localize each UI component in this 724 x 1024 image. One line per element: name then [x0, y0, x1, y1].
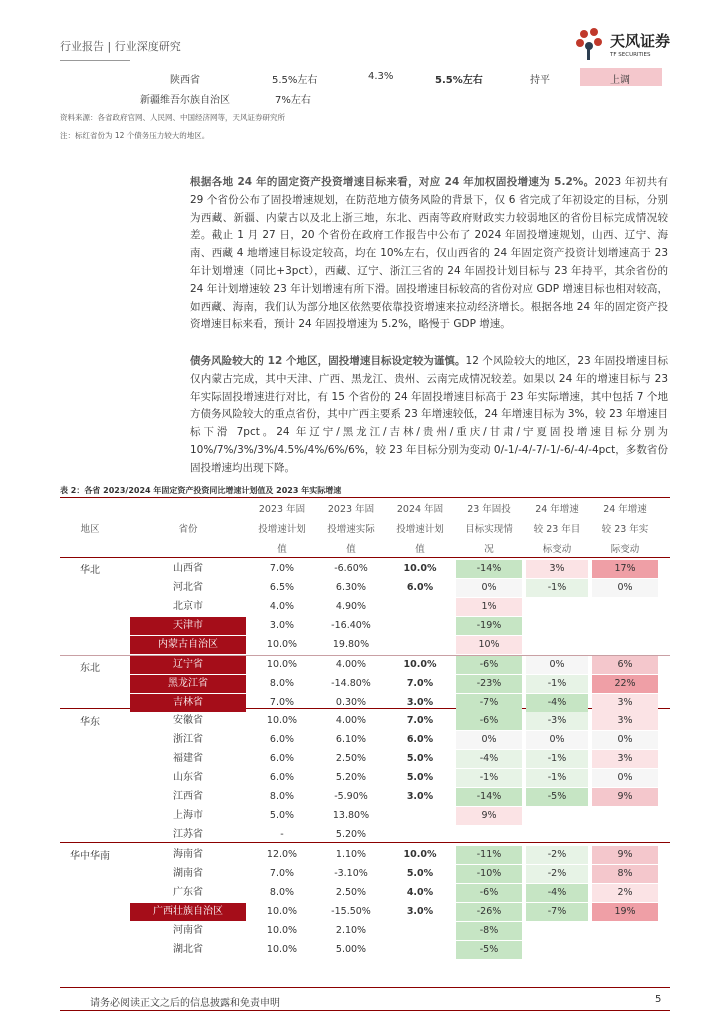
plan23-cell: 10.0%: [266, 925, 298, 936]
vs-actual-cell: 9%: [592, 846, 658, 864]
value: 4.3%: [368, 71, 394, 82]
actual23-cell: 2.10%: [335, 925, 367, 936]
plan24-cell: [388, 617, 452, 635]
header-line: 投增速计划: [396, 524, 444, 535]
plan24-cell: 5.0%: [406, 772, 434, 783]
actual23-cell: 13.80%: [332, 810, 370, 821]
vs-actual-cell: 8%: [592, 865, 658, 883]
vs-actual-cell: 3%: [592, 694, 658, 712]
header-vs-target: [526, 500, 588, 560]
province-cell: 天津市: [130, 617, 246, 635]
vs-actual-cell: [592, 826, 658, 844]
report-header: 行业报告 | 行业深度研究: [60, 40, 181, 53]
logo-en: TF SECURITIES: [610, 52, 651, 58]
achieve-cell: -26%: [456, 903, 522, 921]
plan23-cell: 6.0%: [269, 734, 295, 745]
header-region: 地区: [80, 524, 100, 535]
province-cell: 上海市: [173, 810, 203, 821]
actual23-cell: 6.30%: [335, 582, 367, 593]
header-line: 较 23 年目: [533, 524, 581, 535]
province-cell: 北京市: [173, 601, 203, 612]
achieve-cell: 0%: [456, 731, 522, 749]
vs-target-cell: 3%: [526, 560, 588, 578]
province: 新疆维吾尔族自治区: [140, 95, 230, 106]
vs-target-cell: [526, 826, 588, 844]
plan23-cell: 8.0%: [269, 887, 295, 898]
plan23-cell: 10.0%: [266, 659, 298, 670]
vs-actual-cell: [592, 636, 658, 654]
header-divider: [60, 60, 130, 61]
achieve-cell: 0%: [456, 579, 522, 597]
achieve-cell: -1%: [456, 769, 522, 787]
achieve-cell: -23%: [456, 675, 522, 693]
actual23-cell: -15.50%: [331, 906, 371, 917]
province-cell: 河南省: [173, 925, 203, 936]
province-cell: 山东省: [173, 772, 203, 783]
header-line: 值: [415, 544, 425, 555]
vs-actual-cell: [592, 617, 658, 635]
vs-target-cell: -4%: [526, 694, 588, 712]
province-cell: 广东省: [173, 887, 203, 898]
province-cell: 内蒙古自治区: [130, 636, 246, 654]
achieve-cell: -6%: [456, 712, 522, 730]
paragraph-body: 2023 年初共有 29 个省份公布了固投增速规划，在防范地方债务风险的背景下，仅 6 省完成了年初设定的目标，分别为西藏、新疆、内蒙古以及北上浙三地，东北、西南等政府财政实力较弱地区的省份目标完成情况较差。截止 1 月 27 日，20 个省份在政府工作报告中公布了 2024 年固投增速规划，山西、辽宁、海南、西藏 4 地增速目标设定较高，均在 10%左右，仅山西省的 24 年固定资产投资计划增速高于 23 年计划增速（同比+3pct），西藏、辽宁、浙江三省的 24 年固投计划目标与 23 年持平，其余省份的 24 年计划增速较 23 年计划增速有所下滑。固投增速目标较高的省份对应 GDP 增速目标也相对较高，如西藏、海南，我们认为部分地区依然要依靠投资增速来拉动经济增长。根据各地 24 年的固定资产投资增速目标来看，预计 24 年固投增速为 5.2%，略慢于 GDP 增速。: [190, 176, 669, 331]
top-table: [130, 68, 670, 108]
province-cell: 安徽省: [173, 715, 203, 726]
plan24-cell: 7.0%: [406, 678, 434, 689]
table-caption: 表 2：各省 2023/2024 年固定资产投资同比增速计划值及 2023 年实际增速: [60, 486, 342, 495]
header-line: 标变动: [542, 544, 572, 555]
vs-target-cell: [526, 941, 588, 959]
province-cell: 辽宁省: [130, 656, 246, 674]
achieve-cell: -10%: [456, 865, 522, 883]
header-plan23: [250, 500, 314, 560]
plan24-cell: 3.0%: [406, 906, 434, 917]
header-line: 际变动: [610, 544, 640, 555]
plan24-cell: [388, 922, 452, 940]
achieve-cell: -5%: [456, 941, 522, 959]
logo-flower-icon: [572, 26, 608, 62]
value: 5.5%左右: [272, 75, 318, 86]
achieve-cell: -6%: [456, 884, 522, 902]
province: 陕西省: [170, 75, 200, 86]
region-label: 华东: [80, 717, 100, 728]
plan24-cell: 10.0%: [403, 659, 437, 670]
province-cell: 山西省: [173, 563, 203, 574]
province-cell: 浙江省: [173, 734, 203, 745]
actual23-cell: 6.10%: [335, 734, 367, 745]
vs-target-cell: -3%: [526, 712, 588, 730]
plan24-cell: [388, 807, 452, 825]
vs-actual-cell: 9%: [592, 788, 658, 806]
header-line: 值: [346, 544, 356, 555]
table-rule: [60, 497, 670, 498]
province-cell: 吉林省: [130, 694, 246, 712]
actual23-cell: -6.60%: [334, 563, 368, 574]
region-label: 华北: [80, 565, 100, 576]
actual23-cell: -14.80%: [331, 678, 371, 689]
plan23-cell: 8.0%: [269, 678, 295, 689]
vs-target-cell: -1%: [526, 750, 588, 768]
plan23-cell: 10.0%: [266, 906, 298, 917]
vs-target-cell: [526, 617, 588, 635]
province-cell: 黑龙江省: [130, 675, 246, 693]
logo-name: 天风证券: [610, 32, 671, 50]
plan23-cell: 10.0%: [266, 944, 298, 955]
value: 持平: [530, 75, 550, 86]
vs-actual-cell: 0%: [592, 731, 658, 749]
paragraph-lead: 根据各地 24 年的固定资产投资增速目标来看，对应 24 年加权固投增速为 5.2%。: [190, 176, 595, 188]
plan24-cell: 10.0%: [403, 563, 437, 574]
plan23-cell: 10.0%: [266, 639, 298, 650]
vs-target-cell: [526, 598, 588, 616]
actual23-cell: 5.00%: [335, 944, 367, 955]
plan24-cell: 3.0%: [406, 791, 434, 802]
province-cell: 福建省: [173, 753, 203, 764]
achieve-cell: -19%: [456, 617, 522, 635]
actual23-cell: 4.90%: [335, 601, 367, 612]
value: 7%左右: [275, 95, 311, 106]
plan23-cell: 6.0%: [269, 753, 295, 764]
achieve-cell: -7%: [456, 694, 522, 712]
province-cell: 湖南省: [173, 868, 203, 879]
vs-actual-cell: 22%: [592, 675, 658, 693]
paragraph-2: [190, 353, 668, 478]
plan24-cell: [388, 636, 452, 654]
province-cell: 广西壮族自治区: [130, 903, 246, 921]
vs-target-cell: -1%: [526, 769, 588, 787]
actual23-cell: -16.40%: [331, 620, 371, 631]
province-cell: 江西省: [173, 791, 203, 802]
actual23-cell: 4.00%: [335, 715, 367, 726]
header-line: 况: [484, 544, 494, 555]
actual23-cell: 5.20%: [335, 829, 367, 840]
source-note: 资料来源：各省政府官网、人民网、中国经济网等，天风证券研究所: [60, 113, 285, 122]
vs-target-cell: [526, 922, 588, 940]
header-line: 24 年增速: [603, 504, 647, 515]
vs-target-cell: -7%: [526, 903, 588, 921]
plan23-cell: 5.0%: [269, 810, 295, 821]
vs-target-cell: -2%: [526, 865, 588, 883]
province-cell: 河北省: [173, 582, 203, 593]
plan24-cell: [388, 826, 452, 844]
plan24-cell: 5.0%: [406, 753, 434, 764]
actual23-cell: 4.00%: [335, 659, 367, 670]
plan23-cell: -: [280, 829, 284, 840]
vs-target-cell: -1%: [526, 675, 588, 693]
vs-target-cell: -2%: [526, 846, 588, 864]
achieve-cell: -14%: [456, 788, 522, 806]
page-number: 5: [655, 994, 662, 1005]
plan23-cell: 12.0%: [266, 849, 298, 860]
achieve-cell: 9%: [456, 807, 522, 825]
plan23-cell: 7.0%: [269, 697, 295, 708]
actual23-cell: 0.30%: [335, 697, 367, 708]
vs-target-cell: -4%: [526, 884, 588, 902]
actual23-cell: 5.20%: [335, 772, 367, 783]
header-line: 24 年增速: [535, 504, 579, 515]
table-row: [130, 88, 670, 108]
plan24-cell: 4.0%: [406, 887, 434, 898]
vs-actual-cell: 17%: [592, 560, 658, 578]
vs-target-cell: [526, 807, 588, 825]
plan23-cell: 3.0%: [269, 620, 295, 631]
header-line: 投增速实际: [327, 524, 375, 535]
vs-actual-cell: 0%: [592, 579, 658, 597]
vs-actual-cell: [592, 598, 658, 616]
plan23-cell: 8.0%: [269, 791, 295, 802]
vs-actual-cell: 3%: [592, 712, 658, 730]
table-rule: [60, 557, 670, 558]
province-cell: 湖北省: [173, 944, 203, 955]
company-logo: [572, 26, 672, 62]
header-province: 省份: [178, 524, 198, 535]
vs-actual-cell: 0%: [592, 769, 658, 787]
province-cell: 江苏省: [173, 829, 203, 840]
table-rule: [60, 987, 670, 988]
plan24-cell: [388, 598, 452, 616]
value: 5.5%左右: [435, 75, 483, 86]
header-line: 23 年固投: [467, 504, 511, 515]
plan23-cell: 7.0%: [269, 563, 295, 574]
actual23-cell: -5.90%: [334, 791, 368, 802]
plan23-cell: 6.5%: [269, 582, 295, 593]
vs-target-cell: -5%: [526, 788, 588, 806]
vs-actual-cell: 3%: [592, 750, 658, 768]
header-line: 2023 年固: [258, 504, 306, 515]
header-line: 目标实现情: [465, 524, 513, 535]
header-actual23: [318, 500, 384, 560]
vs-actual-cell: 2%: [592, 884, 658, 902]
actual23-cell: -3.10%: [334, 868, 368, 879]
achieve-cell: 1%: [456, 598, 522, 616]
achieve-cell: -14%: [456, 560, 522, 578]
header-line: 2023 年固: [327, 504, 375, 515]
plan24-cell: 7.0%: [406, 715, 434, 726]
header-vs-actual: [592, 500, 658, 560]
footer-disclaimer: 请务必阅读正文之后的信息披露和免责申明: [90, 998, 280, 1009]
vs-target-cell: -1%: [526, 579, 588, 597]
plan24-cell: [388, 941, 452, 959]
plan24-cell: 10.0%: [403, 849, 437, 860]
plan24-cell: 6.0%: [406, 734, 434, 745]
paragraph-lead: 债务风险较大的 12 个地区，固投增速目标设定较为谨慎。: [190, 355, 466, 367]
vs-target-cell: 0%: [526, 656, 588, 674]
vs-actual-cell: 19%: [592, 903, 658, 921]
actual23-cell: 19.80%: [332, 639, 370, 650]
header-line: 值: [277, 544, 287, 555]
region-label: 东北: [80, 663, 100, 674]
header-plan24: [388, 500, 452, 560]
table-row: [130, 68, 670, 88]
footer-rule: [60, 1010, 670, 1011]
plan24-cell: 5.0%: [406, 868, 434, 879]
vs-actual-cell: [592, 807, 658, 825]
achieve-cell: [456, 826, 522, 844]
achieve-cell: -11%: [456, 846, 522, 864]
achieve-cell: -6%: [456, 656, 522, 674]
plan23-cell: 6.0%: [269, 772, 295, 783]
paragraph-1: [190, 174, 668, 334]
header-line: 较 23 年实: [601, 524, 649, 535]
plan23-cell: 10.0%: [266, 715, 298, 726]
vs-target-cell: 0%: [526, 731, 588, 749]
header-line: 投增速计划: [258, 524, 306, 535]
actual23-cell: 2.50%: [335, 887, 367, 898]
plan24-cell: 6.0%: [406, 582, 434, 593]
actual23-cell: 2.50%: [335, 753, 367, 764]
paragraph-body: 12 个风险较大的地区，23 年固投增速目标仅内蒙古完成，其中天津、广西、黑龙江、贵州、云南完成情况较差。如果以 24 年的增速目标与 23 年实际固投增速进行对比，有 15 个省份的 24 年固投增速目标高于 23 年实际增速，其中包括 7 个地方债务风险较大的重点省份，其中广西主要系 23 年增速较低，24 年增速目标为 3%，较 23 年增速目标下滑 7pct。24 年辽宁/黑龙江/吉林/贵州/重庆/甘肃/宁夏固投增速目标分别为 10%/7%/3%/3%/4.5%/4%/6%/6%，较 23 年目标分别为变动 0/-1/-4/-7/-1/-6/-4/-4pct，多数省份固投增速均出现下降。: [190, 355, 668, 474]
vs-actual-cell: [592, 922, 658, 940]
achieve-cell: -4%: [456, 750, 522, 768]
vs-actual-cell: [592, 941, 658, 959]
actual23-cell: 1.10%: [335, 849, 367, 860]
achieve-cell: -8%: [456, 922, 522, 940]
plan24-cell: 3.0%: [406, 697, 434, 708]
region-label: 华中华南: [70, 851, 110, 862]
province-cell: 海南省: [173, 849, 203, 860]
footnote: 注：标红省份为 12 个债务压力较大的地区。: [60, 131, 210, 140]
vs-target-cell: [526, 636, 588, 654]
plan23-cell: 4.0%: [269, 601, 295, 612]
value: 上调: [610, 75, 630, 86]
header-line: 2024 年固: [396, 504, 444, 515]
achieve-cell: 10%: [456, 636, 522, 654]
header-achieve: [456, 500, 522, 560]
vs-actual-cell: 6%: [592, 656, 658, 674]
plan23-cell: 7.0%: [269, 868, 295, 879]
